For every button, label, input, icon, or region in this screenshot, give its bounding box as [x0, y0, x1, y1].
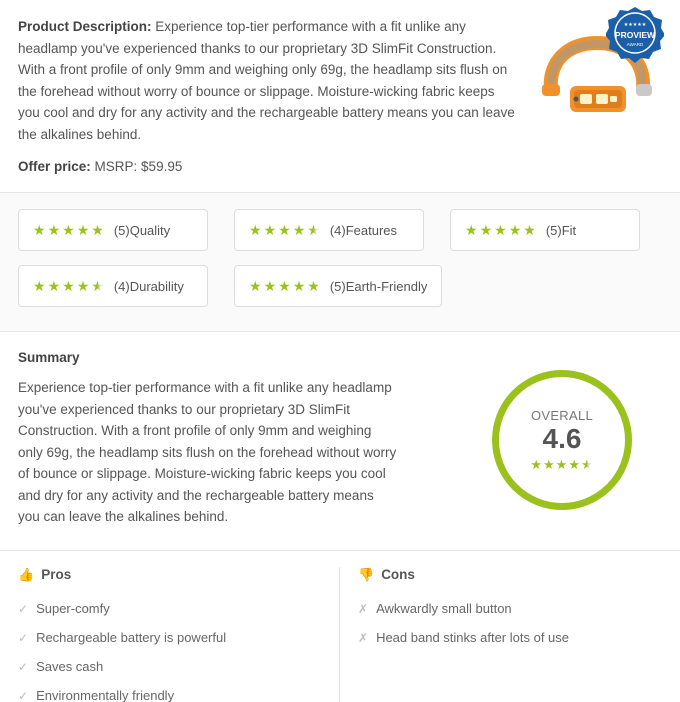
ratings-row-1: [18, 209, 662, 251]
rating-quality-label: (5)Quality: [113, 222, 171, 238]
pros-item-label: Environmentally friendly: [36, 687, 175, 702]
product-description-section: [0, 0, 680, 193]
rating-durability: [18, 265, 208, 307]
rating-quality-stars: ★★★★★: [33, 222, 106, 238]
offer-price-row: [18, 159, 662, 174]
ratings-row-2: [18, 265, 662, 307]
overall-score-value: 4.6: [542, 422, 582, 454]
overall-score-widget: [492, 370, 632, 510]
rating-fit-label: (5)Fit: [545, 222, 577, 238]
product-description-label: Product Description:: [18, 19, 152, 34]
rating-earth-friendly-label: (5)Earth-Friendly: [329, 278, 428, 294]
pros-item: [18, 601, 321, 617]
pros-item: [18, 688, 321, 702]
summary-section: [0, 332, 680, 551]
cons-item-label: Awkwardly small button: [376, 600, 512, 616]
overall-label: OVERALL: [530, 407, 594, 423]
product-description-text: [18, 16, 518, 145]
cross-icon: ✗: [358, 630, 369, 645]
cons-column: [340, 567, 680, 702]
svg-text:AWARD: AWARD: [626, 42, 644, 47]
pros-item: [18, 659, 321, 675]
offer-price-value: MSRP: $59.95: [94, 159, 183, 174]
pros-item: [18, 630, 321, 646]
cons-item-label: Head band stinks after lots of use: [376, 629, 570, 645]
proview-badge-icon: [606, 6, 664, 66]
thumbs-up-icon: 👍: [18, 566, 35, 582]
check-icon: ✓: [18, 659, 29, 674]
rating-features: [234, 209, 424, 251]
rating-earth-friendly-stars: ★★★★★: [249, 278, 322, 294]
cons-title: Cons: [381, 567, 415, 582]
rating-features-stars: ★★★★★: [249, 222, 322, 238]
badge-text: PROVIEW: [614, 30, 656, 40]
check-icon: ✓: [18, 601, 29, 616]
cons-item: [358, 601, 662, 617]
rating-durability-label: (4)Durability: [113, 278, 184, 294]
pros-heading: [18, 567, 321, 583]
rating-fit-stars: ★★★★★: [465, 222, 538, 238]
pros-item-label: Saves cash: [36, 658, 104, 674]
thumbs-down-icon: 👎: [358, 566, 375, 582]
pros-item-label: Rechargeable battery is powerful: [36, 629, 227, 645]
rating-durability-stars: ★★★★★: [33, 278, 106, 294]
rating-features-label: (4)Features: [329, 222, 398, 238]
pros-cons-section: [0, 551, 680, 702]
check-icon: ✓: [18, 630, 29, 645]
pros-column: [0, 567, 340, 702]
pros-title: Pros: [41, 567, 72, 582]
cross-icon: ✗: [358, 601, 369, 616]
rating-earth-friendly: [234, 265, 442, 307]
cons-item: [358, 630, 662, 646]
pros-item-label: Super-comfy: [36, 600, 110, 616]
rating-fit: [450, 209, 640, 251]
overall-stars: ★★★★★: [530, 456, 594, 472]
rating-quality: [18, 209, 208, 251]
check-icon: ✓: [18, 688, 29, 702]
ratings-section: [0, 193, 680, 332]
product-description-body: Experience top-tier performance with a fit unlike any headlamp you've experienced thanks to our proprietary 3D SlimFit Construction. With a front profile of only 9mm and weighing only 69g, the headlamp sits flush on the forehead without worry of bounce or slippage. Moisture-wicking fabric keeps you cool and dry for any activity and the rechargeable battery means you can leave the alkalines behind.: [18, 19, 515, 142]
svg-text:★★★★★: ★★★★★: [623, 22, 647, 28]
summary-title: Summary: [18, 350, 80, 365]
cons-heading: [358, 567, 662, 583]
summary-text: Experience top-tier performance with a fit unlike any headlamp you've experienced thanks to our proprietary 3D SlimFit Construction. With a front profile of only 9mm and weighing only 69g, the headlamp sits flush on the forehead without worry of bounce or slippage. Moisture-wicking fabric keeps you cool and dry for any activity and the rechargeable battery means you can leave the alkalines behind.: [18, 380, 397, 524]
offer-price-label: Offer price:: [18, 159, 91, 174]
overall-score-ring: [492, 370, 632, 510]
